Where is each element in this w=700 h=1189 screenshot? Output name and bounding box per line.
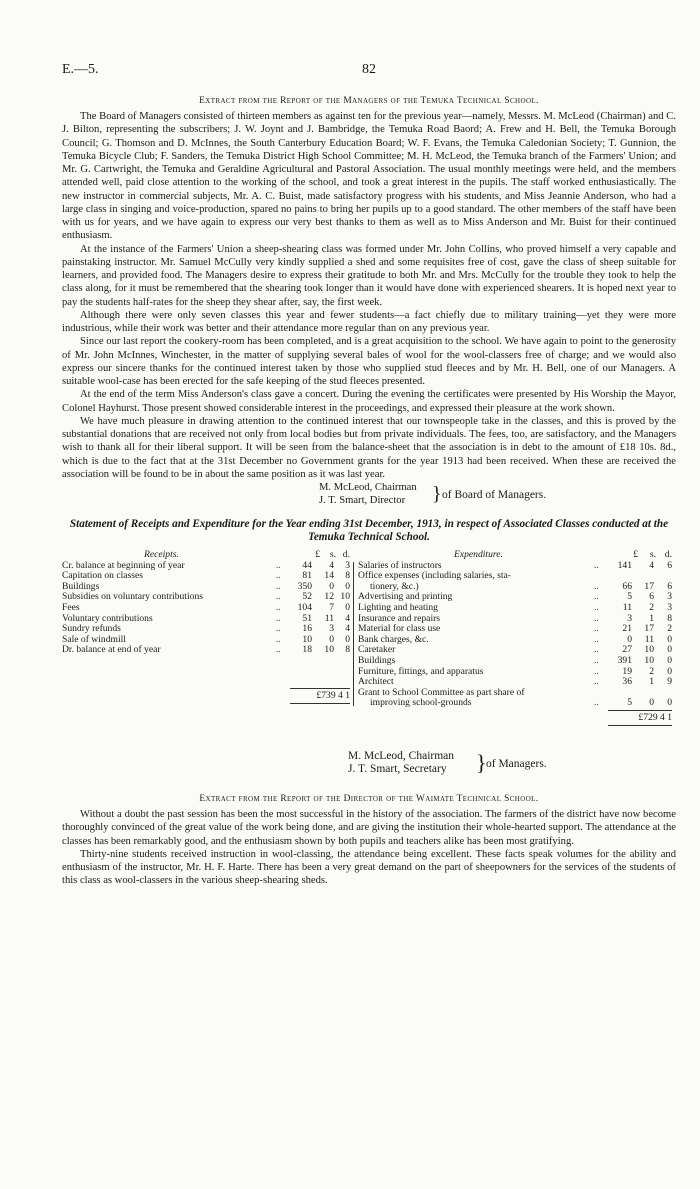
amount-pounds: 52 bbox=[302, 591, 312, 603]
receipts-total-underline bbox=[290, 703, 350, 704]
amount-pence: 9 bbox=[667, 676, 672, 688]
amount-shillings: 10 bbox=[644, 644, 654, 656]
amount-pounds: 5 bbox=[627, 591, 632, 603]
amount-shillings: 7 bbox=[329, 601, 334, 613]
amount-pence: 0 bbox=[345, 601, 350, 613]
board-label: of Board of Managers. bbox=[442, 489, 547, 501]
amount-shillings: 3 bbox=[329, 623, 334, 635]
amount-pounds: 10 bbox=[302, 633, 312, 645]
amount-pence: 0 bbox=[667, 697, 672, 709]
temuka-paragraph: The Board of Managers consisted of thirteen members as against ten for the previous year—namely, Messrs. M. McLeod (Chairman) and C. J. Bilton, representing the subscribers; J. W. Joynt and J. Bambridge, the Temuka Road Baord; A. Frew and H. Bell, the Temuka Borough Council; G. Thomson and D. McInnes, the South Canterbury Education Board; W. F. Evans, the Temuka Caledonian Society; T. Gunnion, the Temuka Bicycle Club; F. Sanders, the Temuka District High School Committee; M. H. McLeod, the Temuka branch of the Farmers' Union; and Mr. G. Cartwright, the Temuka and Geraldine Agricultural and Pastoral Association. The usual monthly meetings were held, and the members attended well, paid close attention to the working of the school, and took a great interest in the pupils. The staff worked enthusiastically. The new instructor in commercial subjects, Mr. A. C. Buist, made satisfactory progress with his students, and Miss Jeannie Anderson, who had a large class in singing and voice-production, spared no pains to bring her pupils up to a good standard. The other members of the staff have been with us for years, and we have again to express our very best thanks to them as well as to Miss Anderson and Mr. Buist for their continued enthusiasm. bbox=[62, 111, 676, 242]
amount-shillings: 4 bbox=[649, 559, 654, 571]
ledger-label: Architect bbox=[358, 676, 394, 688]
amount-shillings: 0 bbox=[329, 633, 334, 645]
receipts-header: Receipts. bbox=[144, 549, 179, 560]
waimate-section-title: Extract from the Report of the Director of the Waimate Technical School. bbox=[199, 794, 539, 804]
leader-dots: .. bbox=[276, 591, 281, 603]
amount-pence: 8 bbox=[345, 644, 350, 656]
ledger-label: Grant to School Committee as part share of bbox=[358, 686, 525, 698]
amount-pence: 0 bbox=[345, 580, 350, 592]
ledger-label: Caretaker bbox=[358, 644, 396, 656]
leader-dots: .. bbox=[594, 623, 599, 635]
ledger-row bbox=[358, 603, 676, 614]
expenditure-column bbox=[358, 549, 676, 723]
waimate-paragraph: Without a doubt the past session has been the most successful in the history of the association. The farmers of the district have now become thoroughly convinced of the great value of the work being done, and are giving the institution their whole-hearted support. The attendance at the classes has been remarkably good, and the enthusiasm shown by both pupils and teachers alike has been most gratifying. bbox=[62, 809, 676, 847]
page bbox=[62, 62, 676, 888]
column-divider bbox=[353, 562, 354, 706]
amount-pounds: 81 bbox=[302, 570, 312, 582]
ledger-label: Buildings bbox=[62, 580, 100, 592]
amount-shillings: 1 bbox=[649, 612, 654, 624]
amount-pounds: 16 bbox=[302, 623, 312, 635]
shillings-header: s. bbox=[649, 549, 656, 560]
page-header bbox=[62, 62, 676, 86]
temuka-paragraph: Since our last report the cookery-room has been completed, and is a great acquisition to the school. We have again to point to the generosity of Mr. John McInnes, Winchester, in the matter of supplying several bales of wool for the wool-classers free of charge; and we would also express our sincere thanks for the continued interest taken by those who supplied stud fleeces and by Mr. H. Bell, one of our Managers. A suitable wool-case has been erected for the safe keeping of the stud fleeces presented. bbox=[62, 336, 676, 387]
amount-pence: 8 bbox=[345, 570, 350, 582]
amount-pence: 8 bbox=[667, 612, 672, 624]
signatory-secretary: J. T. Smart, Secretary bbox=[348, 763, 447, 775]
ledger-label: Cr. balance at beginning of year bbox=[62, 559, 185, 571]
expenditure-total-underline bbox=[608, 725, 672, 726]
ledger-label: Fees bbox=[62, 601, 80, 613]
ledger-row bbox=[358, 698, 676, 709]
amount-shillings: 2 bbox=[649, 665, 654, 677]
receipts-total-rule bbox=[290, 688, 350, 689]
leader-dots: .. bbox=[594, 654, 599, 666]
leader-dots: .. bbox=[594, 612, 599, 624]
ledger-label: Sale of windmill bbox=[62, 633, 126, 645]
pence-header: d. bbox=[342, 549, 350, 560]
ledger-row bbox=[358, 656, 676, 667]
leader-dots: .. bbox=[276, 612, 281, 624]
amount-pounds: 391 bbox=[617, 654, 632, 666]
signatory-director: J. T. Smart, Director bbox=[319, 494, 406, 506]
leader-dots: .. bbox=[276, 601, 281, 613]
ledger-label: Buildings bbox=[358, 654, 396, 666]
amount-pounds: 44 bbox=[302, 559, 312, 571]
amount-shillings: 17 bbox=[644, 580, 654, 592]
amount-pence: 0 bbox=[345, 633, 350, 645]
amount-shillings: 14 bbox=[324, 570, 334, 582]
leader-dots: .. bbox=[594, 591, 599, 603]
receipts-column bbox=[62, 549, 350, 701]
leader-dots: .. bbox=[594, 697, 599, 709]
amount-shillings: 4 bbox=[329, 559, 334, 571]
ledger-row bbox=[62, 645, 350, 656]
leader-dots: .. bbox=[594, 676, 599, 688]
waimate-paragraph: Thirty-nine students received instruction in wool-classing, the attendance being excellent. These facts speak volumes for the ability and enthusiasm of the instructor, Mr. H. F. Harte. There has been a very great demand on the part of sheepowners for the services of the students of this class as wool-classers in the various sheep-shearing sheds. bbox=[62, 848, 676, 887]
temuka-section-title: Extract from the Report of the Managers of the Temuka Technical School. bbox=[199, 96, 539, 106]
ledger-label: improving school-grounds bbox=[370, 697, 472, 709]
amount-shillings: 6 bbox=[649, 591, 654, 603]
amount-pence: 0 bbox=[667, 665, 672, 677]
amount-pounds: 19 bbox=[622, 665, 632, 677]
amount-pence: 0 bbox=[667, 654, 672, 666]
leader-dots: .. bbox=[276, 623, 281, 635]
amount-pence: 0 bbox=[667, 644, 672, 656]
expenditure-total: £729 4 1 bbox=[638, 712, 672, 723]
amount-shillings: 17 bbox=[644, 623, 654, 635]
temuka-signature-block bbox=[62, 482, 676, 508]
amount-shillings: 1 bbox=[649, 676, 654, 688]
brace-glyph: } bbox=[476, 750, 487, 775]
amount-pounds: 3 bbox=[627, 612, 632, 624]
ledger-label: Lighting and heating bbox=[358, 601, 438, 613]
amount-shillings: 12 bbox=[324, 591, 334, 603]
amount-pence: 2 bbox=[667, 623, 672, 635]
amount-pounds: 104 bbox=[297, 601, 312, 613]
amount-pence: 6 bbox=[667, 580, 672, 592]
amount-pounds: 350 bbox=[297, 580, 312, 592]
financial-statement bbox=[62, 550, 676, 746]
amount-pounds: 66 bbox=[622, 580, 632, 592]
ledger-label: Sundry refunds bbox=[62, 623, 121, 635]
amount-pence: 4 bbox=[345, 612, 350, 624]
amount-shillings: 10 bbox=[644, 654, 654, 666]
temuka-paragraph: At the instance of the Farmers' Union a sheep-shearing class was formed under Mr. John Collins, who proved himself a very capable and painstaking instructor. Mr. Samuel McCully very kindly supplied a shed and some requisites free of cost, gave the class of sheep suitable for learners, and provided food. The Managers desire to express their gratitude to both Mr. and Mrs. McCully for the trouble they took to help the class along, for it must be remembered that the shearing took longer than it would have done with experienced shearers. It is hoped next year to pay the students half-rates for the sheep they shear after, say, the first week. bbox=[62, 243, 676, 308]
amount-pence: 3 bbox=[667, 591, 672, 603]
expenditure-header: Expenditure. bbox=[454, 549, 503, 560]
pounds-header: £ bbox=[315, 549, 320, 560]
amount-shillings: 0 bbox=[329, 580, 334, 592]
pence-header: d. bbox=[664, 549, 672, 560]
ledger-label: Office expenses (including salaries, sta- bbox=[358, 570, 512, 582]
leader-dots: .. bbox=[276, 633, 281, 645]
amount-pounds: 51 bbox=[302, 612, 312, 624]
amount-pence: 0 bbox=[667, 633, 672, 645]
ledger-label: Voluntary contributions bbox=[62, 612, 153, 624]
amount-pence: 3 bbox=[345, 559, 350, 571]
leader-dots: .. bbox=[594, 601, 599, 613]
ledger-label: Bank charges, &c. bbox=[358, 633, 429, 645]
amount-shillings: 0 bbox=[649, 697, 654, 709]
ledger-label: Capitation on classes bbox=[62, 570, 143, 582]
temuka-paragraph: At the end of the term Miss Anderson's class gave a concert. During the evening the certificates were presented by His Worship the Mayor, Colonel Hayhurst. Those present showed considerable interest in the proceedings, and expressed their pleasure at the work shown. bbox=[62, 389, 676, 414]
signatory-chairman: M. McLeod, Chairman bbox=[348, 750, 455, 762]
amount-pence: 10 bbox=[340, 591, 350, 603]
amount-pounds: 18 bbox=[302, 644, 312, 656]
ledger-label: Salaries of instructors bbox=[358, 559, 442, 571]
statement-signature-block bbox=[62, 750, 676, 782]
amount-pounds: 21 bbox=[622, 623, 632, 635]
temuka-paragraph: We have much pleasure in drawing attention to the continued interest that our townspeople take in the classes, and this is proved by the substantial donations that are received not only from local bodies but from private individuals. The fees, too, are satisfactory, and the Managers wish to thank all for their liberal support. It will be seen from the balance-sheet that the association is in debt to the amount of £18 10s. 8d., which is due to the fact that at the 31st December no Government grants for the year 1913 had been received. When these are received the association will be found to be in about the same position as it was last year. bbox=[62, 415, 676, 480]
amount-shillings: 11 bbox=[644, 633, 654, 645]
leader-dots: .. bbox=[276, 570, 281, 582]
ledger-label: Material for class use bbox=[358, 623, 441, 635]
amount-shillings: 2 bbox=[649, 601, 654, 613]
leader-dots: .. bbox=[276, 580, 281, 592]
ledger-row bbox=[62, 603, 350, 614]
amount-pence: 3 bbox=[667, 601, 672, 613]
statement-title: Statement of Receipts and Expenditure for the Year ending 31st December, 1913, in respect of Associated Classes conducted at the Temuka Technical School. bbox=[69, 518, 669, 543]
ledger-label: Subsidies on voluntary contributions bbox=[62, 591, 203, 603]
amount-pounds: 0 bbox=[627, 633, 632, 645]
amount-shillings: 10 bbox=[324, 644, 334, 656]
expenditure-total-rule bbox=[608, 710, 672, 711]
leader-dots: .. bbox=[594, 633, 599, 645]
amount-pounds: 141 bbox=[617, 559, 632, 571]
leader-dots: .. bbox=[276, 559, 281, 571]
amount-pounds: 11 bbox=[622, 601, 632, 613]
shillings-header: s. bbox=[329, 549, 336, 560]
ledger-label: Dr. balance at end of year bbox=[62, 644, 161, 656]
pounds-header: £ bbox=[633, 549, 638, 560]
leader-dots: .. bbox=[594, 644, 599, 656]
amount-shillings: 11 bbox=[324, 612, 334, 624]
brace-glyph: } bbox=[432, 483, 442, 505]
ledger-label: Advertising and printing bbox=[358, 591, 453, 603]
ledger-label: Insurance and repairs bbox=[358, 612, 441, 624]
ledger-label: Furniture, fittings, and apparatus bbox=[358, 665, 484, 677]
signatory-chairman: M. McLeod, Chairman bbox=[319, 482, 417, 493]
leader-dots: .. bbox=[594, 559, 599, 571]
board-label: of Managers. bbox=[486, 758, 547, 770]
leader-dots: .. bbox=[594, 580, 599, 592]
report-reference: E.—5. bbox=[62, 62, 99, 77]
amount-pounds: 36 bbox=[622, 676, 632, 688]
leader-dots: .. bbox=[594, 665, 599, 677]
page-number: 82 bbox=[362, 62, 376, 77]
amount-pounds: 5 bbox=[627, 697, 632, 709]
temuka-paragraph: Although there were only seven classes this year and fewer students—a fact chiefly due to military training—yet they were more industrious, while their work was better and their attendance more regular than on any previous year. bbox=[62, 309, 676, 334]
amount-pounds: 27 bbox=[622, 644, 632, 656]
receipts-total: £739 4 1 bbox=[316, 690, 350, 701]
leader-dots: .. bbox=[276, 644, 281, 656]
amount-pence: 6 bbox=[667, 559, 672, 571]
amount-pence: 4 bbox=[345, 623, 350, 635]
ledger-label: tionery, &c.) bbox=[370, 580, 419, 592]
